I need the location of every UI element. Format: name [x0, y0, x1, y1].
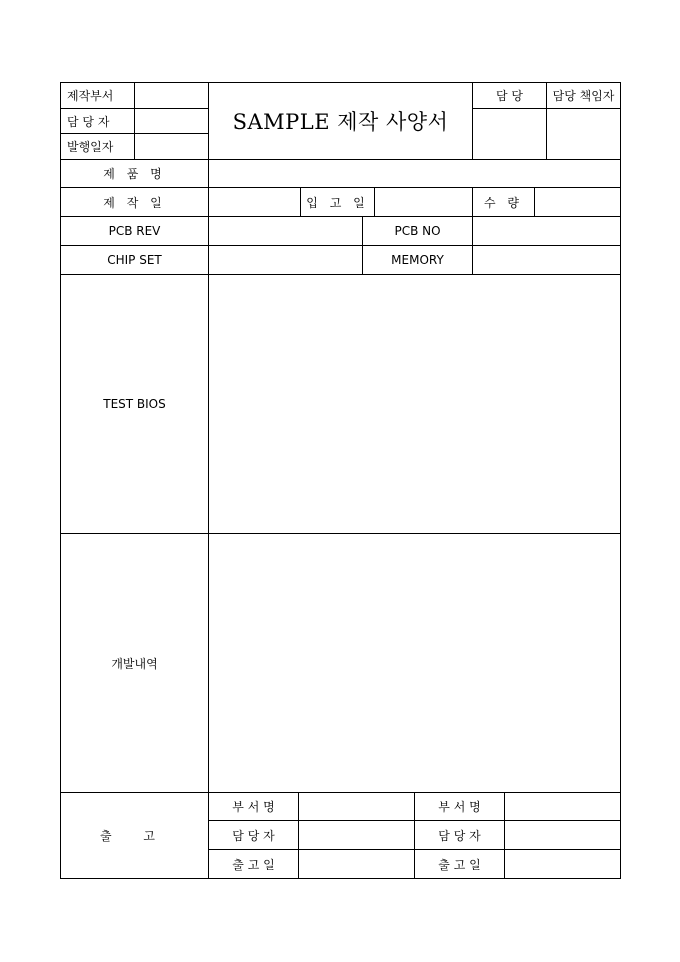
ship-person-value-1[interactable] [298, 820, 415, 850]
product-name-label: 제 품 명 [60, 159, 209, 188]
ship-date-label-2: 출 고 일 [414, 849, 505, 879]
production-date-value[interactable] [208, 187, 301, 217]
ship-dept-label-2: 부 서 명 [414, 792, 505, 821]
receipt-date-value[interactable] [374, 187, 473, 217]
dept-value[interactable] [134, 82, 209, 109]
memory-value[interactable] [472, 245, 621, 275]
quantity-label: 수 량 [472, 187, 535, 217]
pcb-no-label: PCB NO [362, 216, 473, 246]
ship-date-value-1[interactable] [298, 849, 415, 879]
ship-person-value-2[interactable] [504, 820, 621, 850]
ship-person-label-1: 담 당 자 [208, 820, 299, 850]
test-bios-label: TEST BIOS [60, 274, 209, 534]
test-bios-content[interactable] [208, 274, 621, 534]
ship-date-value-2[interactable] [504, 849, 621, 879]
quantity-value[interactable] [534, 187, 621, 217]
manager-value[interactable] [134, 108, 209, 134]
document-title: SAMPLE 제작 사양서 [208, 82, 473, 160]
dept-label: 제작부서 [60, 82, 135, 109]
memory-label: MEMORY [362, 245, 473, 275]
dev-history-label: 개발내역 [60, 533, 209, 793]
ship-dept-label-1: 부 서 명 [208, 792, 299, 821]
issue-date-value[interactable] [134, 133, 209, 160]
approval-chief-sign[interactable] [546, 108, 621, 160]
pcb-rev-label: PCB REV [60, 216, 209, 246]
ship-dept-value-2[interactable] [504, 792, 621, 821]
shipping-label: 출 고 [60, 792, 209, 879]
approval-in-charge-label: 담 당 [472, 82, 547, 109]
ship-date-label-1: 출 고 일 [208, 849, 299, 879]
production-date-label: 제 작 일 [60, 187, 209, 217]
approval-chief-label: 담당 책임자 [546, 82, 621, 109]
chip-set-value[interactable] [208, 245, 363, 275]
ship-person-label-2: 담 당 자 [414, 820, 505, 850]
approval-in-charge-sign[interactable] [472, 108, 547, 160]
ship-dept-value-1[interactable] [298, 792, 415, 821]
receipt-date-label: 입 고 일 [300, 187, 375, 217]
chip-set-label: CHIP SET [60, 245, 209, 275]
pcb-rev-value[interactable] [208, 216, 363, 246]
pcb-no-value[interactable] [472, 216, 621, 246]
dev-history-content[interactable] [208, 533, 621, 793]
manager-label: 담 당 자 [60, 108, 135, 134]
issue-date-label: 발행일자 [60, 133, 135, 160]
product-name-value[interactable] [208, 159, 621, 188]
